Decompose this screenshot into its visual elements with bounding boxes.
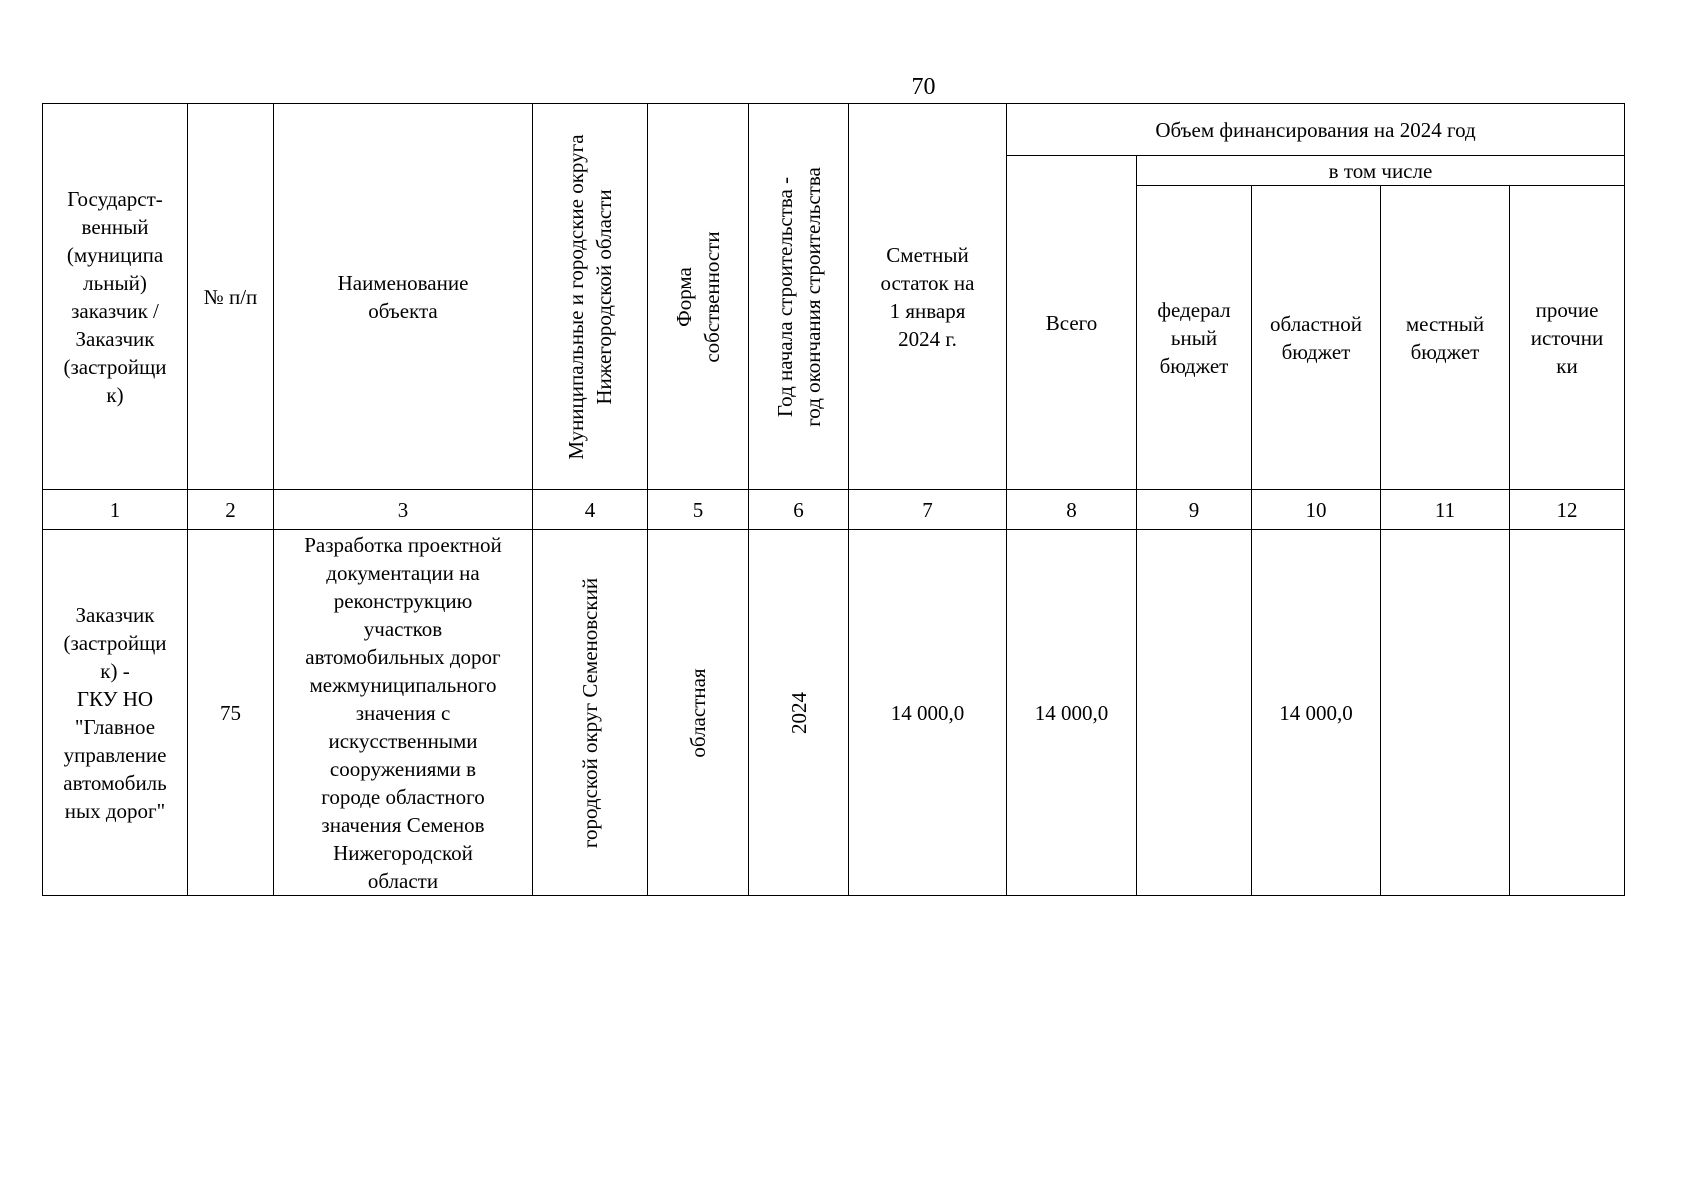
cell-total: 14 000,0 (1007, 530, 1137, 896)
column-number: 10 (1252, 490, 1381, 530)
column-number: 6 (749, 490, 849, 530)
column-numbers-row (43, 490, 1625, 530)
cell-federal (1137, 530, 1252, 896)
column-number: 11 (1381, 490, 1510, 530)
column-number: 1 (43, 490, 188, 530)
header-num (188, 104, 274, 490)
header-federal-label: федерал ьный бюджет (1157, 297, 1231, 378)
header-object-name (274, 104, 533, 490)
cell-object-name (274, 530, 533, 896)
financing-table (42, 103, 1625, 896)
cell-object-name-text: Разработка проектной документации на реконструкцию участков автомобильных дорог межмуниципального значения с искусственными сооружениями в городе областного значения Семенов Нижегородской области (304, 532, 502, 893)
header-including (1137, 156, 1625, 186)
header-other (1510, 186, 1625, 490)
header-local-label: местный бюджет (1405, 311, 1485, 364)
header-years (749, 104, 849, 490)
header-local (1381, 186, 1510, 490)
cell-num: 75 (188, 530, 274, 896)
column-number: 3 (274, 490, 533, 530)
page-number: 70 (911, 74, 936, 100)
header-financing-group-label: Объем финансирования на 2024 год (1155, 117, 1476, 142)
cell-municipality-text: городской округ Семеновский (578, 577, 602, 848)
header-regional-label: областной бюджет (1270, 311, 1362, 364)
header-row-1 (43, 104, 1625, 156)
column-number: 12 (1510, 490, 1625, 530)
cell-estimate: 14 000,0 (849, 530, 1007, 896)
header-including-label: в том числе (1328, 158, 1433, 183)
cell-customer-text: Заказчик (застройщи к) - ГКУ НО "Главное управление автомобиль ных дорог" (63, 602, 167, 823)
cell-ownership-text: областная (686, 667, 710, 758)
column-number: 8 (1007, 490, 1137, 530)
header-estimate-label: Сметный остаток на 1 января 2024 г. (880, 242, 975, 351)
header-municipality (533, 104, 648, 490)
column-number: 9 (1137, 490, 1252, 530)
cell-years (749, 530, 849, 896)
column-number: 4 (533, 490, 648, 530)
header-financing-group (1007, 104, 1625, 156)
header-ownership-label: Форма собственности (672, 230, 724, 363)
cell-regional: 14 000,0 (1252, 530, 1381, 896)
column-number: 5 (648, 490, 749, 530)
cell-local (1381, 530, 1510, 896)
header-num-label: № п/п (203, 284, 258, 309)
cell-other (1510, 530, 1625, 896)
cell-years-text: 2024 (786, 691, 811, 734)
cell-municipality (533, 530, 648, 896)
header-total (1007, 156, 1137, 490)
header-object-name-label: Наименование объекта (337, 270, 469, 323)
header-customer-label: Государст- венный (муниципа льный) заказчик / Заказчик (застройщи к) (63, 186, 167, 407)
table-row (43, 530, 1625, 896)
cell-customer (43, 530, 188, 896)
header-other-label: прочие источни ки (1530, 297, 1604, 378)
column-number: 7 (849, 490, 1007, 530)
header-total-label: Всего (1045, 310, 1098, 335)
header-regional (1252, 186, 1381, 490)
header-years-label: Год начала строительства - год окончания строительства (772, 166, 825, 427)
header-municipality-label: Муниципальные и городские округа Нижегородской области (564, 133, 616, 460)
cell-ownership (648, 530, 749, 896)
header-estimate (849, 104, 1007, 490)
column-number: 2 (188, 490, 274, 530)
header-federal (1137, 186, 1252, 490)
header-ownership (648, 104, 749, 490)
header-customer (43, 104, 188, 490)
